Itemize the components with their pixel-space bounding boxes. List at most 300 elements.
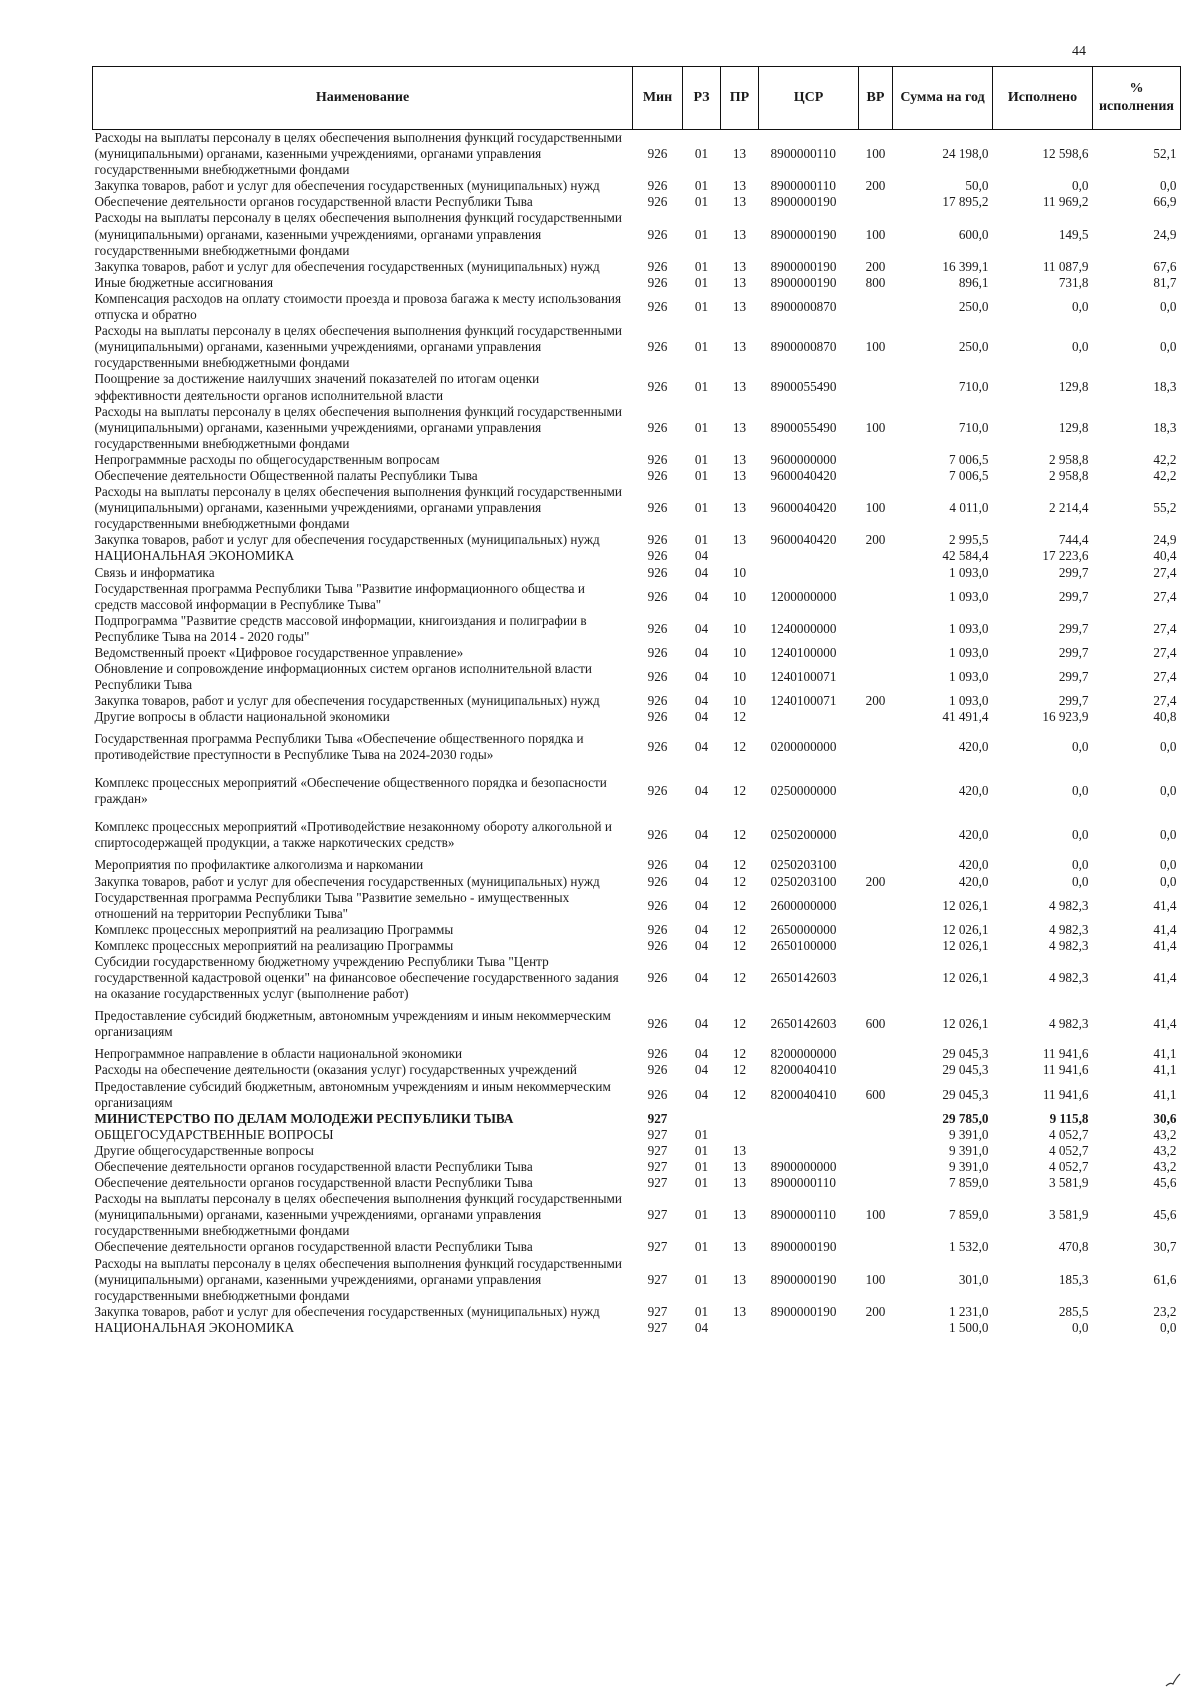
cell-csr: 0250000000 — [770, 783, 837, 799]
cell-vr: 100 — [865, 419, 886, 435]
cell-rz: 04 — [694, 693, 709, 709]
cell-rz: 04 — [694, 588, 709, 604]
cell-name: Закупка товаров, работ и услуг для обеспечения государственных (муниципальных) нужд — [94, 178, 600, 194]
cell-rz: 01 — [694, 1239, 709, 1255]
table-row — [93, 291, 1181, 323]
cell-min: 926 — [647, 588, 668, 604]
table-row — [93, 275, 1181, 291]
cell-done: 299,7 — [1058, 669, 1089, 685]
cell-min: 927 — [647, 1126, 668, 1142]
cell-pr: 13 — [732, 1207, 747, 1223]
table-row — [93, 709, 1181, 725]
cell-pr — [721, 1127, 759, 1143]
page-number: 44 — [1072, 44, 1086, 59]
cell-pr: 13 — [732, 1175, 747, 1191]
cell-pr: 12 — [732, 709, 747, 725]
cell-vr — [859, 452, 893, 468]
cell-rz: 01 — [694, 419, 709, 435]
cell-min: 926 — [647, 669, 668, 685]
cell-csr: 2600000000 — [770, 897, 837, 913]
cell-rz: 04 — [694, 1086, 709, 1102]
cell-done: 470,8 — [1058, 1239, 1089, 1255]
cell-name: Закупка товаров, работ и услуг для обеспечения государственных (муниципальных) нужд — [94, 1303, 600, 1319]
cell-csr — [759, 1143, 859, 1159]
cell-done: 744,4 — [1058, 532, 1089, 548]
table-row — [93, 1159, 1181, 1175]
cell-sum: 710,0 — [958, 419, 989, 435]
cell-pct: 23,2 — [1153, 1303, 1177, 1319]
cell-pct: 41,1 — [1153, 1046, 1177, 1062]
cell-csr: 0250203100 — [770, 873, 837, 889]
table-row — [93, 1320, 1181, 1336]
table-row — [93, 565, 1181, 581]
table-row — [93, 769, 1181, 813]
cell-rz: 01 — [694, 1207, 709, 1223]
cell-csr: 8900000110 — [770, 178, 836, 194]
cell-done: 299,7 — [1058, 645, 1089, 660]
cell-sum: 12 026,1 — [942, 897, 989, 913]
cell-rz: 01 — [694, 451, 709, 467]
header-vr: ВР — [859, 67, 893, 130]
cell-sum: 12 026,1 — [942, 921, 989, 937]
cell-pr: 12 — [732, 1016, 747, 1032]
cell-pct: 52,1 — [1153, 146, 1177, 162]
cell-pct: 27,4 — [1153, 669, 1177, 685]
cell-done: 11 941,6 — [1042, 1086, 1089, 1102]
cell-pr: 13 — [732, 274, 747, 290]
cell-pct: 41,4 — [1153, 937, 1177, 953]
cell-done: 299,7 — [1058, 588, 1089, 604]
cell-sum: 29 785,0 — [942, 1110, 989, 1126]
cell-sum: 7 859,0 — [948, 1175, 989, 1191]
cell-vr: 200 — [865, 532, 886, 548]
cell-pr: 12 — [732, 739, 747, 755]
cell-csr: 2650000000 — [770, 921, 837, 937]
cell-csr: 8900000190 — [770, 258, 837, 274]
header-csr: ЦСР — [759, 67, 859, 130]
cell-name: Обеспечение деятельности органов государственной власти Республики Тыва — [94, 1175, 533, 1191]
header-pr: ПР — [721, 67, 759, 130]
cell-name: Обеспечение деятельности органов государственной власти Республики Тыва — [94, 1158, 533, 1174]
table-row — [93, 874, 1181, 890]
cell-pct: 41,4 — [1153, 897, 1177, 913]
table-row — [93, 890, 1181, 922]
table-row — [93, 259, 1181, 275]
cell-done: 4 982,3 — [1048, 897, 1089, 913]
cell-done: 9 115,8 — [1049, 1110, 1089, 1126]
cell-sum: 29 045,3 — [942, 1086, 989, 1102]
cell-done: 299,7 — [1058, 564, 1089, 580]
cell-rz: 01 — [694, 258, 709, 274]
cell-min: 927 — [647, 1158, 668, 1174]
cell-rz: 01 — [694, 532, 709, 548]
cell-csr — [759, 709, 859, 725]
cell-pr: 13 — [732, 500, 747, 516]
cell-vr — [859, 613, 893, 645]
cell-pr — [721, 1320, 759, 1336]
cell-pr: 10 — [732, 693, 747, 709]
cell-pct: 43,2 — [1153, 1142, 1177, 1158]
cell-sum: 9 391,0 — [948, 1158, 989, 1174]
table-row — [93, 1079, 1181, 1111]
cell-sum: 42 584,4 — [942, 548, 989, 564]
cell-pct: 0,0 — [1160, 857, 1177, 873]
table-row — [93, 1111, 1181, 1127]
cell-sum: 7 006,5 — [948, 467, 989, 483]
cell-vr — [859, 954, 893, 1002]
cell-sum: 1 093,0 — [948, 645, 989, 660]
cell-rz: 04 — [694, 921, 709, 937]
cell-done: 16 923,9 — [1042, 709, 1089, 725]
cell-rz: 04 — [694, 937, 709, 953]
cell-sum: 1 093,0 — [948, 564, 989, 580]
cell-csr: 1200000000 — [770, 588, 837, 604]
table-row — [93, 1046, 1181, 1062]
header-pct: % исполнения — [1093, 67, 1181, 130]
cell-rz: 04 — [694, 1016, 709, 1032]
cell-vr — [859, 1175, 893, 1191]
cell-csr — [759, 1320, 859, 1336]
cell-name: Обновление и сопровождение информационных систем органов исполнительной власти Республики Тыва — [94, 661, 592, 693]
cell-sum: 420,0 — [958, 857, 989, 873]
cell-csr — [759, 548, 859, 564]
cell-done: 0,0 — [1072, 873, 1089, 889]
cell-sum: 250,0 — [958, 339, 989, 355]
cell-vr — [859, 813, 893, 857]
cell-rz: 04 — [694, 783, 709, 799]
cell-min: 927 — [647, 1175, 668, 1191]
cell-vr — [859, 1320, 893, 1336]
cell-csr: 8900055490 — [770, 379, 837, 395]
table-row — [93, 548, 1181, 564]
table-row — [93, 484, 1181, 532]
cell-csr: 9600040420 — [770, 467, 837, 483]
cell-rz: 04 — [694, 548, 709, 564]
table-row — [93, 210, 1181, 258]
cell-pr: 10 — [732, 588, 747, 604]
cell-sum: 710,0 — [958, 379, 989, 395]
cell-sum: 29 045,3 — [942, 1062, 989, 1078]
cell-pct: 41,4 — [1153, 970, 1177, 986]
cell-done: 0,0 — [1072, 857, 1089, 873]
cell-min: 926 — [647, 226, 668, 242]
table-row — [93, 1304, 1181, 1320]
cell-pct: 27,4 — [1153, 564, 1177, 580]
cell-sum: 1 500,0 — [948, 1319, 989, 1335]
cell-min: 926 — [647, 532, 668, 548]
cell-name: Расходы на выплаты персоналу в целях обеспечения выполнения функций государственными (муниципальными) органами, казенными учреждениями, органами управления государственными внебюджетными фондами — [94, 484, 622, 532]
cell-sum: 2 995,5 — [948, 532, 989, 548]
cell-name: Предоставление субсидий бюджетным, автономным учреждениям и иным некоммерческим организациям — [94, 1078, 611, 1110]
table-row — [93, 645, 1181, 661]
cell-min: 926 — [647, 827, 668, 843]
cell-vr — [859, 769, 893, 813]
table-row — [93, 813, 1181, 857]
cell-pr: 13 — [732, 298, 747, 314]
cell-pct: 18,3 — [1153, 419, 1177, 435]
cell-min: 926 — [647, 339, 668, 355]
cell-pr: 12 — [732, 783, 747, 799]
cell-name: Расходы на обеспечение деятельности (оказания услуг) государственных учреждений — [94, 1062, 577, 1078]
cell-done: 299,7 — [1058, 620, 1089, 636]
cell-min: 926 — [647, 146, 668, 162]
cell-name: Компенсация расходов на оплату стоимости проезда и провоза багажа к месту использования отпуска и обратно — [94, 290, 622, 323]
cell-csr: 8900000190 — [770, 1271, 837, 1287]
cell-pr: 13 — [732, 339, 747, 355]
cell-vr — [859, 581, 893, 613]
cell-sum: 9 391,0 — [948, 1126, 989, 1142]
cell-name: Поощрение за достижение наилучших значений показателей по итогам оценки эффективности деятельности органов исполнительной власти — [94, 371, 540, 403]
cell-csr: 8900000190 — [770, 194, 837, 210]
cell-min: 926 — [647, 500, 668, 516]
cell-done: 129,8 — [1058, 379, 1089, 395]
cell-sum: 7 006,5 — [948, 451, 989, 467]
cell-vr — [859, 1046, 893, 1062]
cell-pct: 42,2 — [1153, 467, 1177, 483]
table-row — [93, 452, 1181, 468]
cell-vr: 200 — [865, 1303, 886, 1319]
cell-pct: 41,4 — [1153, 1016, 1177, 1032]
cell-pr: 12 — [732, 921, 747, 937]
cell-pr: 10 — [732, 669, 747, 685]
header-name: Наименование — [93, 67, 633, 130]
cell-vr — [859, 371, 893, 403]
cell-name: Обеспечение деятельности Общественной палаты Республики Тыва — [94, 467, 478, 483]
cell-name: Расходы на выплаты персоналу в целях обеспечения выполнения функций государственными (муниципальными) органами, казенными учреждениями, органами управления государственными внебюджетными фондами — [94, 130, 622, 178]
cell-csr: 0200000000 — [770, 739, 837, 755]
cell-csr: 8900000870 — [770, 298, 837, 314]
cell-min: 926 — [647, 467, 668, 483]
cell-rz: 04 — [694, 645, 709, 660]
cell-pct: 43,2 — [1153, 1126, 1177, 1142]
cell-csr: 9600000000 — [770, 451, 837, 467]
cell-sum: 1 231,0 — [948, 1303, 989, 1319]
cell-rz: 04 — [694, 564, 709, 580]
table-row — [93, 130, 1181, 179]
cell-sum: 896,1 — [958, 274, 989, 290]
cell-csr: 9600040420 — [770, 500, 837, 516]
cell-min: 926 — [647, 921, 668, 937]
cell-sum: 1 093,0 — [948, 620, 989, 636]
cell-pct: 45,6 — [1153, 1207, 1177, 1223]
cell-done: 185,3 — [1058, 1271, 1089, 1287]
cell-done: 0,0 — [1072, 178, 1089, 194]
cell-sum: 17 895,2 — [942, 194, 989, 210]
cell-min: 926 — [647, 178, 668, 194]
cell-rz: 01 — [694, 1126, 709, 1142]
cell-name: Ведомственный проект «Цифровое государственное управление» — [94, 645, 464, 660]
cell-done: 4 982,3 — [1048, 937, 1089, 953]
cell-name: Непрограммное направление в области национальной экономики — [94, 1046, 463, 1062]
cell-pct: 43,2 — [1153, 1158, 1177, 1174]
cell-done: 0,0 — [1072, 339, 1089, 355]
cell-name: Субсидии государственному бюджетному учреждению Республики Тыва "Центр государственной кадастровой оценки" на финансовое обеспечение государственного задания на оказание государственных услуг (выполнение работ) — [94, 954, 619, 1002]
cell-min: 926 — [647, 1086, 668, 1102]
cell-pct: 45,6 — [1153, 1175, 1177, 1191]
cell-csr: 8900000110 — [770, 1207, 836, 1223]
cell-done: 0,0 — [1072, 827, 1089, 843]
cell-pct: 27,4 — [1153, 620, 1177, 636]
cell-done: 3 581,9 — [1048, 1207, 1089, 1223]
cell-pr: 13 — [732, 467, 747, 483]
cell-pr: 12 — [732, 1086, 747, 1102]
cell-sum: 420,0 — [958, 739, 989, 755]
cell-rz: 01 — [694, 1271, 709, 1287]
cell-sum: 4 011,0 — [949, 500, 989, 516]
cell-pr: 12 — [732, 937, 747, 953]
cell-sum: 420,0 — [958, 783, 989, 799]
table-header — [93, 67, 1181, 130]
cell-sum: 1 093,0 — [948, 669, 989, 685]
table-row — [93, 404, 1181, 452]
cell-pr: 13 — [732, 379, 747, 395]
cell-csr: 1240100071 — [770, 693, 837, 709]
table-row — [93, 1175, 1181, 1191]
cell-pct: 30,7 — [1153, 1239, 1177, 1255]
cell-pr: 12 — [732, 857, 747, 873]
cell-rz: 04 — [694, 669, 709, 685]
cell-pr: 13 — [732, 1142, 747, 1158]
cell-csr: 8900000110 — [770, 146, 836, 162]
cell-min: 926 — [647, 970, 668, 986]
cell-vr — [859, 709, 893, 725]
cell-done: 0,0 — [1072, 1319, 1089, 1335]
cell-min: 926 — [647, 419, 668, 435]
cell-csr: 8200040410 — [770, 1062, 837, 1078]
cell-vr — [859, 1127, 893, 1143]
cell-csr: 8900000190 — [770, 226, 837, 242]
table-row — [93, 725, 1181, 769]
cell-csr — [759, 1127, 859, 1143]
cell-name: Комплекс процессных мероприятий на реализацию Программы — [94, 921, 454, 937]
cell-name: Расходы на выплаты персоналу в целях обеспечения выполнения функций государственными (муниципальными) органами, казенными учреждениями, органами управления государственными внебюджетными фондами — [94, 1191, 622, 1239]
cell-sum: 1 532,0 — [948, 1239, 989, 1255]
cell-csr: 1240100071 — [770, 669, 837, 685]
cell-vr: 800 — [865, 274, 886, 290]
cell-vr: 100 — [865, 146, 886, 162]
table-row — [93, 954, 1181, 1002]
table-row — [93, 1191, 1181, 1239]
cell-min: 926 — [647, 620, 668, 636]
table-row — [93, 371, 1181, 403]
cell-name: НАЦИОНАЛЬНАЯ ЭКОНОМИКА — [94, 548, 295, 564]
cell-sum: 301,0 — [958, 1271, 989, 1287]
cell-vr: 200 — [865, 258, 886, 274]
cell-pr: 10 — [732, 645, 747, 660]
cell-pct: 40,8 — [1153, 709, 1177, 725]
cell-pr: 13 — [732, 1158, 747, 1174]
cell-pr — [721, 548, 759, 564]
cell-rz: 04 — [694, 1319, 709, 1335]
cell-pct: 27,4 — [1153, 588, 1177, 604]
cell-csr: 8900000190 — [770, 1239, 837, 1255]
cell-rz: 04 — [694, 739, 709, 755]
cell-min: 927 — [647, 1319, 668, 1335]
cell-done: 3 581,9 — [1048, 1175, 1089, 1191]
cell-pct: 0,0 — [1160, 827, 1177, 843]
cell-pct: 24,9 — [1153, 226, 1177, 242]
cell-rz: 01 — [694, 1142, 709, 1158]
cell-pct: 0,0 — [1160, 178, 1177, 194]
cell-name: Непрограммные расходы по общегосударственным вопросам — [94, 451, 440, 467]
cell-rz: 04 — [694, 897, 709, 913]
cell-pr: 12 — [732, 873, 747, 889]
cell-done: 299,7 — [1058, 693, 1089, 709]
cell-done: 4 052,7 — [1048, 1158, 1089, 1174]
cell-pr: 12 — [732, 970, 747, 986]
cell-pr: 13 — [732, 451, 747, 467]
cell-min: 926 — [647, 258, 668, 274]
cell-min: 926 — [647, 857, 668, 873]
cell-sum: 7 859,0 — [948, 1207, 989, 1223]
cell-vr: 100 — [865, 500, 886, 516]
cell-csr: 1240100000 — [770, 645, 837, 660]
cell-min: 926 — [647, 1046, 668, 1062]
cell-min: 926 — [647, 783, 668, 799]
cell-sum: 16 399,1 — [942, 258, 989, 274]
cell-min: 927 — [647, 1271, 668, 1287]
cell-csr: 8900000190 — [770, 274, 837, 290]
cell-sum: 50,0 — [965, 178, 989, 194]
cell-name: Закупка товаров, работ и услуг для обеспечения государственных (муниципальных) нужд — [94, 693, 600, 709]
cell-done: 11 969,2 — [1042, 194, 1089, 210]
cell-rz: 01 — [694, 194, 709, 210]
cell-done: 0,0 — [1072, 783, 1089, 799]
cell-pct: 67,6 — [1153, 258, 1177, 274]
cell-csr: 2650142603 — [770, 1016, 837, 1032]
cell-name: Государственная программа Республики Тыва "Развитие земельно - имущественных отношений на территории Республики Тыва" — [94, 889, 570, 921]
cell-rz: 01 — [694, 178, 709, 194]
cell-done: 0,0 — [1072, 739, 1089, 755]
cell-vr — [859, 1143, 893, 1159]
table-row — [93, 1062, 1181, 1078]
cell-csr — [759, 565, 859, 581]
cell-done: 2 958,8 — [1048, 467, 1089, 483]
cell-done: 285,5 — [1058, 1303, 1089, 1319]
cell-done: 129,8 — [1058, 419, 1089, 435]
cell-pr — [721, 1111, 759, 1127]
table-row — [93, 938, 1181, 954]
table-row — [93, 661, 1181, 693]
cell-name: Обеспечение деятельности органов государственной власти Республики Тыва — [94, 1239, 533, 1255]
cell-pct: 40,4 — [1153, 548, 1177, 564]
cell-sum: 29 045,3 — [942, 1046, 989, 1062]
cell-name: Закупка товаров, работ и услуг для обеспечения государственных (муниципальных) нужд — [94, 873, 600, 889]
header-sum: Сумма на год — [893, 67, 993, 130]
cell-pct: 27,4 — [1153, 693, 1177, 709]
cell-vr: 100 — [865, 226, 886, 242]
cell-name: Комплекс процессных мероприятий на реализацию Программы — [94, 937, 454, 953]
cell-min: 926 — [647, 937, 668, 953]
table-row — [93, 1127, 1181, 1143]
cell-rz: 01 — [694, 226, 709, 242]
cell-pct: 41,1 — [1153, 1062, 1177, 1078]
cell-pr: 12 — [732, 1062, 747, 1078]
cell-csr: 0250200000 — [770, 827, 837, 843]
cell-pct: 30,6 — [1153, 1110, 1177, 1126]
cell-name: Расходы на выплаты персоналу в целях обеспечения выполнения функций государственными (муниципальными) органами, казенными учреждениями, органами управления государственными внебюджетными фондами — [94, 210, 622, 258]
cell-pr: 10 — [732, 564, 747, 580]
cell-vr — [859, 291, 893, 323]
table-row — [93, 194, 1181, 210]
cell-pct: 0,0 — [1160, 298, 1177, 314]
cell-min: 926 — [647, 564, 668, 580]
budget-table-wrapper — [92, 66, 1180, 1336]
cell-done: 17 223,6 — [1042, 548, 1089, 564]
cell-vr: 600 — [865, 1086, 886, 1102]
cell-min: 926 — [647, 1016, 668, 1032]
cell-pr: 13 — [732, 1271, 747, 1287]
